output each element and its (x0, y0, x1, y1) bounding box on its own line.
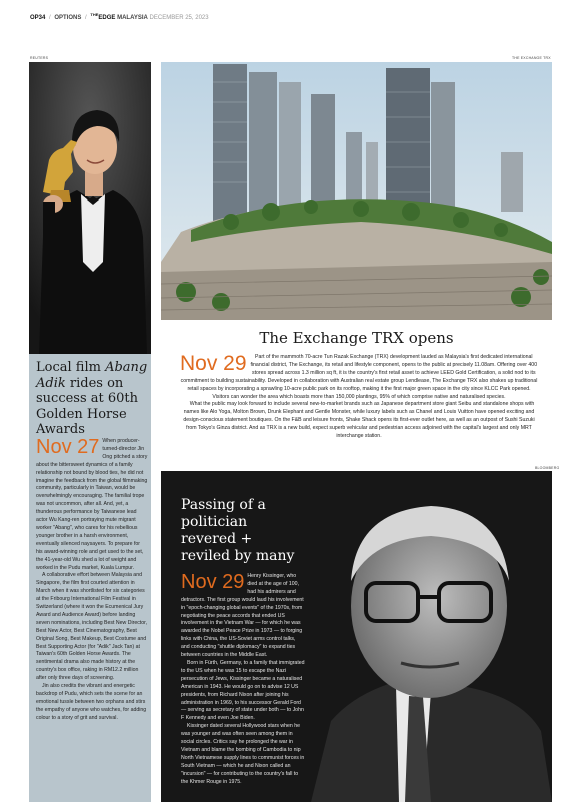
kissinger-body (181, 573, 305, 786)
page-header: OP34 / OPTIONS / $^{THE}$EDGE MALAYSIA DECEMBER 25, 2023 (30, 12, 209, 21)
film-headline: Local film Abang Adik rides on success at 60th Golden Horse Awards (36, 360, 148, 437)
trx-paragraph: What the public may look forward to include several new-to-market brands such as Japanese department store giant Seibu and standalone shops with names like Alo Yoga, Molton Brown, Drunk Elephant and Gentle Monster, while luxury labels such as Chanel and Louis Vuitton have opened exciting and design-conscious statement boutiques. On the F&B and leisure fronts, Shake Shack opens its first-ever outlet here, as well as an outpost of Sushi Suzuki from Tokyo's Ginza district. And as TRX is a new build, expect superb vehicular and pedestrian access adjoined with the capital's largest and only MRT interchange station. (183, 401, 535, 440)
kissinger-paragraph: Kissinger dated several Hollywood stars when he was younger and was often seen among them in social circles. Critics say he prolonged the war in Vietnam and blame the bombing of Cambodia to nip North Vietnamese supply lines to communist forces in South Vietnam — which he and Nixon called an "incursion" — for contributing to the country's fall to the Khmer Rouge in 1975. (181, 723, 305, 785)
trx-body (180, 354, 538, 441)
publication-name: $^{THE}$EDGE (90, 12, 116, 21)
photo-credit-left: REUTERS (30, 56, 49, 60)
film-paragraph: When producer-turned-director Jin Ong pitched a story about the bittersweet dynamics of a family relationship not bound by blood ties, he did not imagine the feedback from the global filmmaking community, particularly in Taiwan, would be overwhelmingly encouraging. The familial trope was not uncommon, after all. And, yet, a thunderous performance by Taiwanese lead actor Wu Kang-ren portraying mute migrant worker "Abang", who cares for his rebellious younger brother in a harsh environment, eventually silenced naysayers. To prepare for his award-winning role and get used to the set, the 41-year-old Wu shed a lot of weight and worked in the Pudu market, Kuala Lumpur. (36, 438, 148, 571)
actor-photo (29, 62, 151, 354)
trx-headline: The Exchange TRX opens (259, 329, 454, 347)
film-body (36, 438, 148, 723)
kissinger-paragraph: Henry Kissinger, who died at the age of 100, had his admirers and detractors. The first group would laud his involvement in "epoch-changing global events" of the 1970s, from negotiating the peace accords that ended US involvement in the Vietnam War — for which he was awarded the Nobel Peace Prize in 1973 — to forging links with China, the US-Soviet arms control talks, and conducting "shuttle diplomacy" to expand ties between countries in the Middle East. (181, 573, 304, 659)
issue-date: DECEMBER 25, 2023 (149, 15, 209, 21)
trx-paragraph: Part of the mammoth 70-acre Tun Razak Exchange (TRX) development lauded as Malaysia's first dedicated international financial district, The Exchange, its retail and lifestyle component, opens to the public at precisely 11.08am. Offering over 400 stores spread across 1.3 million sq ft, it is the country's first retail asset to achieve LEED Gold Certification, a solid nod to its commitment to building sustainability. Developed in collaboration with Australian real estate group Lendlease, The Exchange TRX also shakes up traditional retail spaces by incorporating a sprawling 10-acre public park on its rooftop, making it the first major green space in the city since KLCC Park opened. Visitors can wonder the area which boasts more than 150,000 plantings, 95% of which comprise native and naturalised species. (180, 354, 538, 400)
photo-credit-bottom: BLOOMBERG (535, 466, 560, 470)
kissinger-headline: Passing of a politician revered + reviled by many (181, 497, 295, 564)
trx-date: Nov 29 (180, 352, 247, 375)
film-paragraph: A collaborative effort between Malaysia and Singapore, the film first courted attention in March when it was shortlisted for six categories at the Fribourg International Film Festival in Switzerland (where it won the Ecumenical Jury Award and Audience Award) before landing seven nominations, including Best New Director, Best New Actor, Best Cinematography, Best Original Song, Best Makeup, Best Costume and Best Supporting Actor (for "Adik" Jack Tan) at Taiwan's 60th Golden Horse Awards. The sentimental drama also made history at the country's box office, raking in RM12.2 million after only three days of screening. (36, 572, 148, 682)
kissinger-story-panel (161, 471, 552, 802)
photo-credit-right: THE EXCHANGE TRX (512, 56, 551, 60)
section-name: OPTIONS (54, 15, 82, 21)
publication-region: MALAYSIA (117, 15, 148, 21)
film-paragraph: Jin also credits the vibrant and energetic backdrop of Pudu, which sets the scene for an emotional tussle between two orphans and stirs the empathy of anyone who watches, for adding colour to a story of grit and survival. (36, 683, 147, 721)
page-number: OP34 (30, 15, 46, 21)
exchange-trx-photo (161, 62, 552, 320)
kissinger-date: Nov 29 (181, 571, 245, 593)
kissinger-paragraph: Born in Fürth, Germany, to a family that immigrated to the US when he was 15 to escape the Nazi persecution of Jews, Kissinger became a naturalised American in 1943. He would go on to advise 12 US presidents, from Richard Nixon after joining his administration in 1969, to his successor Gerald Ford — serving as secretary of state under both — to John F Kennedy and even Joe Biden. (181, 659, 305, 722)
film-date: Nov 27 (36, 436, 100, 458)
film-story-panel (29, 354, 151, 802)
